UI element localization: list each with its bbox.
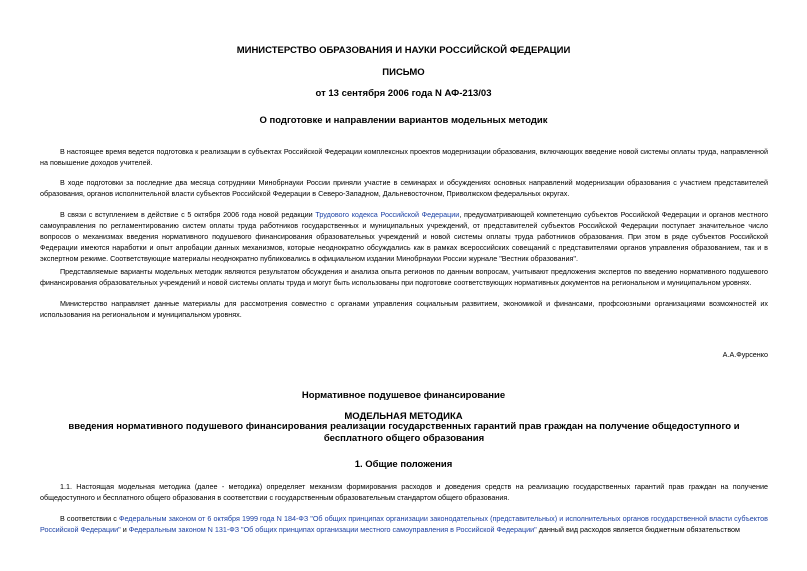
document-date-number: от 13 сентября 2006 года N АФ-213/03 — [315, 88, 492, 99]
ministry-heading: МИНИСТЕРСТВО ОБРАЗОВАНИЯ И НАУКИ РОССИЙСКОЙ ФЕДЕРАЦИИ — [236, 45, 571, 56]
document-type: ПИСЬМО — [382, 67, 425, 78]
methodology-subtitle: введения нормативного подушевого финансирования реализации государственных гарантий прав граждан на получение общедоступного и бесплатного общего образования — [68, 421, 740, 444]
document-subject: О подготовке и направлении вариантов модельных методик — [259, 115, 548, 126]
labor-code-link[interactable]: Трудового кодекса Российской Федерации — [315, 210, 460, 219]
letter-paragraph-3 — [40, 209, 768, 264]
methodology-paragraph-2 — [40, 513, 768, 535]
paragraph-text: данный вид расходов является бюджетным обязательством — [536, 525, 740, 534]
letter-paragraph-2: В ходе подготовки за последние два месяца сотрудники Минобрнауки России приняли участие в семинарах и обсуждениях основных направлений модернизации образования с участием представителей образования, органов исполнительной власти субъектов Российской Федерации в Северо-Западном, Дальневосточном, Приволжском федеральных округах. — [40, 178, 768, 198]
methodology-paragraph-1: 1.1. Настоящая модельная методика (далее - методика) определяет механизм формирования расходов и доведения средств на реализацию государственных гарантий прав граждан на получение общедоступного и бесплатного общего образования в соответствии с государственным образовательным стандартом общего образования. — [40, 482, 768, 502]
federal-law-184-link[interactable]: Федеральным законом от 6 октября 1999 года N 184-ФЗ "Об общих принципах организации законодательных (представительных) и исполнительных органов государственной власти субъектов Российской Федерации" — [40, 514, 768, 534]
letter-paragraph-4: Представляемые варианты модельных методик являются результатом обсуждения и анализа опыта регионов по данным вопросам, учитывают предложения экспертов по введению нормативного подушевого финансирования образовательных учреждений и новой системы оплаты труда и могут быть использованы при подготовке соответствующих нормативных документов на региональном и муниципальном уровнях. — [40, 267, 768, 287]
paragraph-text: , предусматривающей компетенцию субъектов Российской Федерации и органов местного самоуправления по регламентированию систем оплаты труда работников государственных и муниципальных учреждений, от представителей субъектов Российской Федерации поступает значительное число вопросов о механизмах введения нормативного подушевого финансирования образовательных учреждений и новой системы оплаты труда работников образования. При этом в ряде субъектов Российской Федерации имеются наработки и опыт апробации данных механизмов, которые неоднократно обсуждались как в рамках всероссийских совещаний с представителями органов управления образованием, так и в экспертном режиме. Соответствующие материалы неоднократно публиковались в официальном издании Минобрнауки России журнале "Вестник образования". — [40, 210, 768, 263]
chapter-heading: 1. Общие положения — [354, 459, 453, 470]
letter-paragraph-1: В настоящее время ведется подготовка к реализации в субъектах Российской Федерации комплексных проектов модернизации образования, включающих введение новой системы оплаты труда, направленной на повышение доходов учителей. — [40, 147, 768, 167]
letter-paragraph-5: Министерство направляет данные материалы для рассмотрения совместно с органами управления социальным развитием, экономикой и финансами, профсоюзными организациями возможностей их использования на региональном и муниципальном уровнях. — [40, 299, 768, 319]
paragraph-text: и — [120, 525, 129, 534]
paragraph-text: В связи с вступлением в действие с 5 октября 2006 года новой редакции — [60, 210, 316, 219]
methodology-section-title: Нормативное подушевое финансирование — [301, 390, 506, 401]
methodology-title: МОДЕЛЬНАЯ МЕТОДИКА — [344, 411, 463, 422]
paragraph-text: В соответствии с — [60, 514, 119, 523]
federal-law-131-link[interactable]: Федеральным законом N 131-ФЗ "Об общих принципах организации местного самоуправления в Российской Федерации" — [128, 525, 537, 534]
signature: А.А.Фурсенко — [722, 350, 768, 359]
